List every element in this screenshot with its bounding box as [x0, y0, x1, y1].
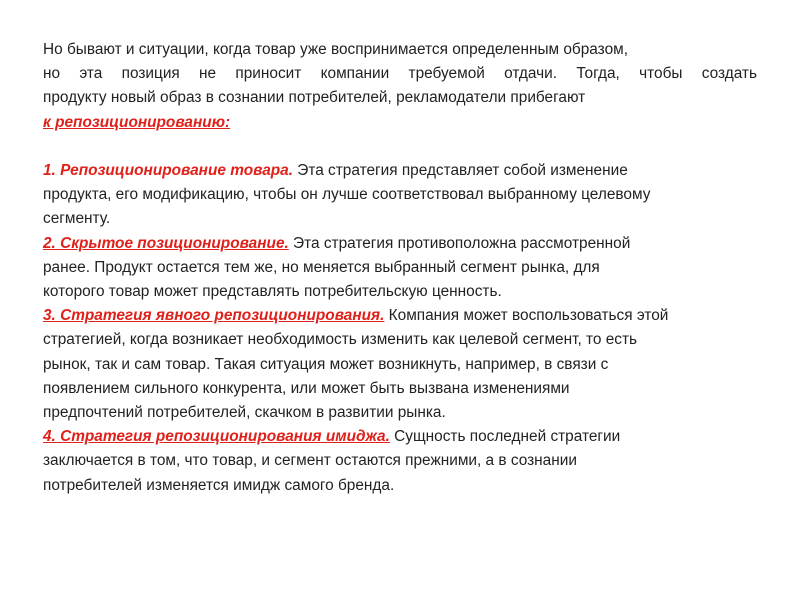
- item-3-line-3: рынок, так и сам товар. Такая ситуация может возникнуть, например, в связи с: [43, 355, 609, 373]
- item-4-first-line: [43, 425, 757, 449]
- item-4-line-3: потребителей изменяется имидж самого бренда.: [43, 476, 395, 494]
- item-2-line-1: Эта стратегия противоположна рассмотренной: [288, 234, 631, 252]
- item-1-heading: 1. Репозиционирование товара.: [43, 162, 293, 179]
- item-3-line-5: предпочтений потребителей, скачком в развитии рынка.: [43, 404, 446, 422]
- item-3-line-1: Компания может воспользоваться этой: [384, 307, 669, 325]
- intro-line-2: но эта позиция не приносит компании требуемой отдачи. Тогда, чтобы создать: [43, 65, 757, 83]
- item-2-first-line: [43, 232, 757, 256]
- slide-text-body: [43, 38, 757, 498]
- item-3-line-2: стратегией, когда возникает необходимость изменить как целевой сегмент, то есть: [43, 331, 638, 349]
- intro-line-3: продукту новый образ в сознании потребителей, рекламодатели прибегают: [43, 89, 586, 107]
- intro-line-4-highlight: к репозиционированию:: [43, 113, 231, 131]
- item-3-heading: 3. Стратегия явного репозиционирования.: [43, 307, 385, 325]
- item-1-line-3: сегменту.: [43, 210, 111, 228]
- item-2-heading: 2. Скрытое позиционирование.: [43, 234, 289, 252]
- item-1-line-1: Эта стратегия представляет собой изменение: [293, 162, 628, 179]
- item-1-first-line: [43, 159, 757, 183]
- item-1-line-2: продукта, его модификацию, чтобы он лучше соответствовал выбранному целевому: [43, 186, 651, 204]
- item-3-first-line: [43, 304, 757, 328]
- item-3-line-4: появлением сильного конкурента, или может быть вызвана изменениями: [43, 379, 570, 397]
- intro-line-1: Но бывают и ситуации, когда товар уже воспринимается определенным образом,: [43, 41, 628, 58]
- item-2-line-2: ранее. Продукт остается тем же, но меняется выбранный сегмент рынка, для: [43, 258, 600, 276]
- item-4-line-2: заключается в том, что товар, и сегмент остаются прежними, а в сознании: [43, 452, 577, 470]
- paragraph-gap: [43, 135, 757, 159]
- item-2-line-3: которого товар может представлять потребительскую ценность.: [43, 283, 502, 301]
- item-4-line-1: Сущность последней стратегии: [389, 428, 621, 446]
- item-4-heading: 4. Стратегия репозиционирования имиджа.: [43, 428, 390, 446]
